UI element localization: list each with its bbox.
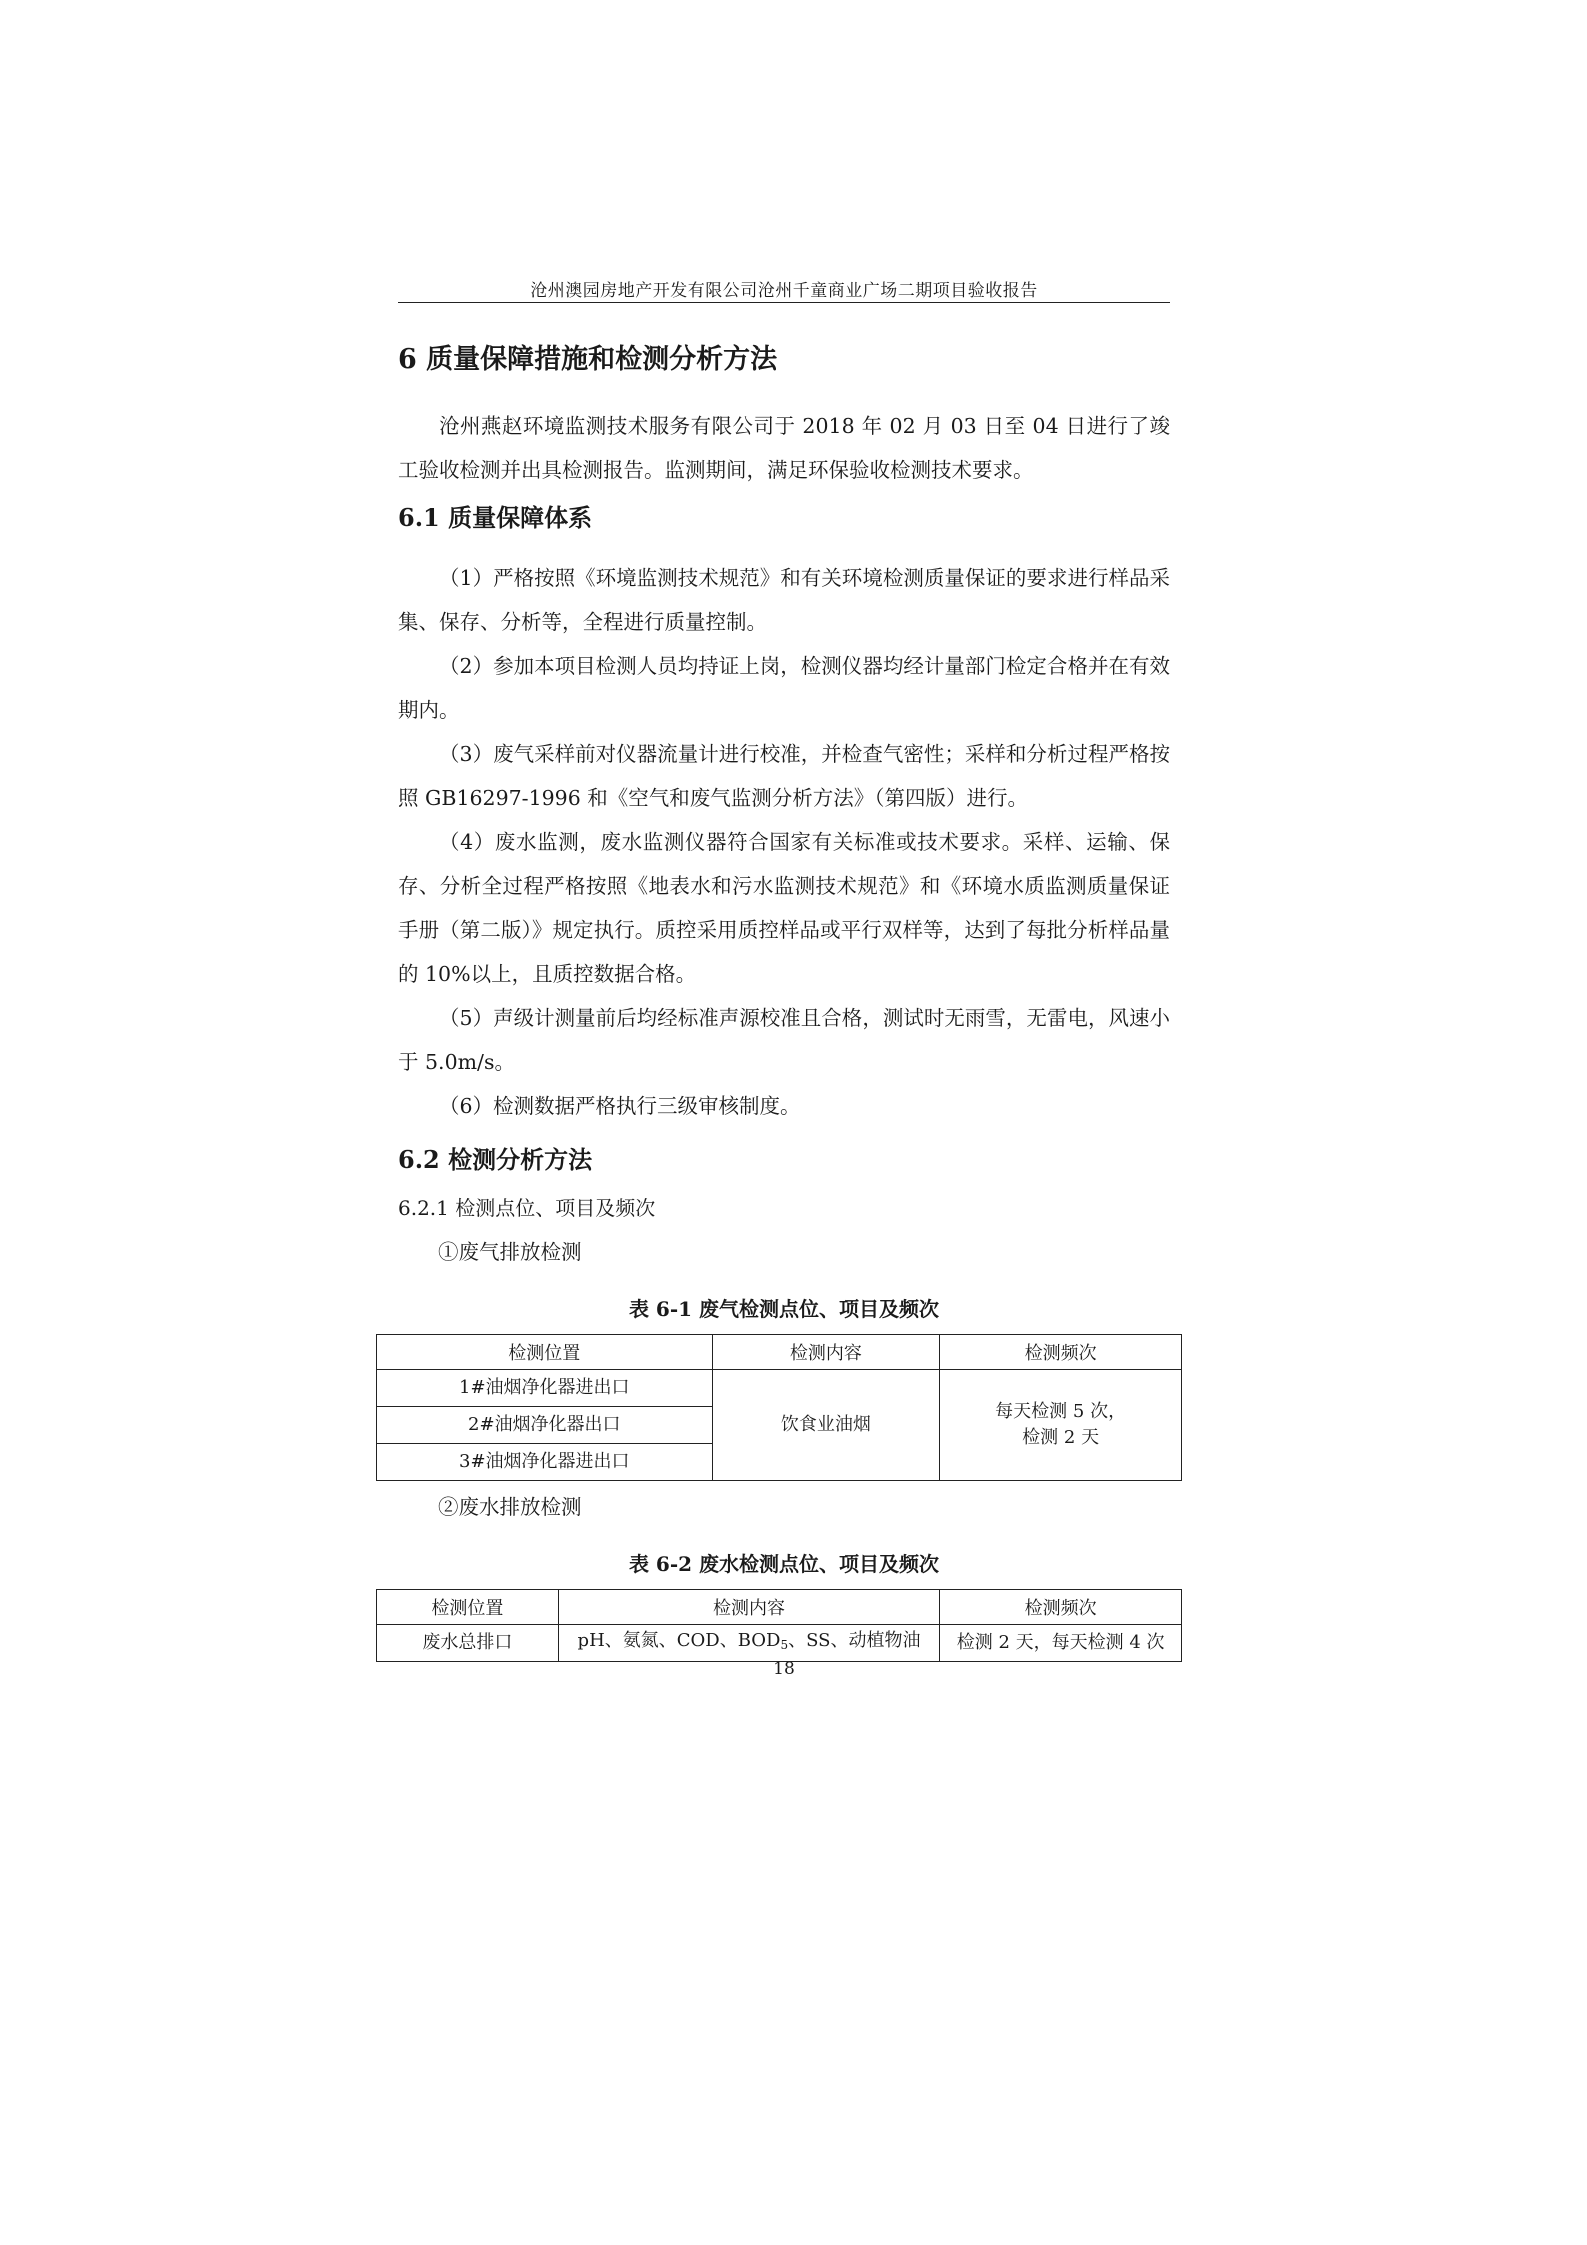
- table-header-cell: 检测内容: [712, 1335, 940, 1370]
- frequency-line: 每天检测 5 次，: [995, 1401, 1127, 1422]
- qa-item-6: （6）检测数据严格执行三级审核制度。: [439, 1094, 801, 1118]
- qa-item-3: （3）废气采样前对仪器流量计进行校准，并检查气密性；采样和分析过程严格按照 GB16297-1996 和《空气和废气监测分析方法》（第四版）进行。: [398, 742, 1170, 810]
- page-content: [398, 340, 1170, 1662]
- location-cell: 废水总排口: [377, 1625, 559, 1662]
- frequency-cell: [940, 1370, 1182, 1481]
- location-cell: 1#油烟净化器进出口: [377, 1370, 713, 1407]
- table-6-2: [376, 1589, 1182, 1662]
- water-detection-label: ②废水排放检测: [438, 1495, 582, 1519]
- table-header-cell: 检测位置: [377, 1335, 713, 1370]
- page-number: 18: [773, 1659, 795, 1679]
- table-row: [377, 1625, 1182, 1662]
- qa-item-1: （1）严格按照《环境监测技术规范》和有关环境检测质量保证的要求进行样品采集、保存、分析等，全程进行质量控制。: [398, 566, 1170, 634]
- section-6-1-heading: 6.1 质量保障体系: [398, 503, 593, 532]
- table-6-1-caption: 表 6-1 废气检测点位、项目及频次: [628, 1297, 940, 1321]
- qa-item-5: （5）声级计测量前后均经标准声源校准且合格，测试时无雨雪，无雷电，风速小于 5.0m/s。: [398, 1006, 1170, 1074]
- table-header-cell: 检测内容: [558, 1590, 940, 1625]
- table-6-1: [376, 1334, 1182, 1481]
- table-6-2-caption: 表 6-2 废水检测点位、项目及频次: [628, 1552, 940, 1576]
- table-header-cell: 检测位置: [377, 1590, 559, 1625]
- section-6-2-1-heading: 6.2.1 检测点位、项目及频次: [398, 1196, 656, 1220]
- table-header-row: [377, 1590, 1182, 1625]
- location-cell: 3#油烟净化器进出口: [377, 1444, 713, 1481]
- frequency-cell: 检测 2 天，每天检测 4 次: [940, 1625, 1182, 1662]
- content-text: pH、氨氮、COD、BOD: [577, 1630, 781, 1651]
- section-6-2-heading: 6.2 检测分析方法: [398, 1145, 593, 1174]
- header-rule: [398, 302, 1170, 303]
- table-header-cell: 检测频次: [940, 1335, 1182, 1370]
- location-cell: 2#油烟净化器出口: [377, 1407, 713, 1444]
- content-text: 、SS、动植物油: [788, 1630, 921, 1651]
- qa-item-2: （2）参加本项目检测人员均持证上岗，检测仪器均经计量部门检定合格并在有效期内。: [398, 654, 1170, 722]
- qa-item-4: （4）废水监测，废水监测仪器符合国家有关标准或技术要求。采样、运输、保存、分析全过程严格按照《地表水和污水监测技术规范》和《环境水质监测质量保证手册（第二版）》规定执行。质控采用质控样品或平行双样等，达到了每批分析样品量的 10%以上，且质控数据合格。: [398, 830, 1170, 986]
- gas-detection-label: ①废气排放检测: [438, 1240, 582, 1264]
- page-header: 沧州澳园房地产开发有限公司沧州千童商业广场二期项目验收报告: [530, 281, 1038, 301]
- subscript: 5: [780, 1638, 789, 1652]
- frequency-line: 检测 2 天: [1022, 1427, 1100, 1448]
- section-6-intro: 沧州燕赵环境监测技术服务有限公司于 2018 年 02 月 03 日至 04 日进行了竣工验收检测并出具检测报告。监测期间，满足环保验收检测技术要求。: [398, 414, 1170, 482]
- content-cell: [558, 1625, 940, 1662]
- table-row: [377, 1370, 1182, 1407]
- table-header-row: [377, 1335, 1182, 1370]
- section-6-heading: 6 质量保障措施和检测分析方法: [398, 344, 778, 375]
- content-cell: 饮食业油烟: [712, 1370, 940, 1481]
- table-header-cell: 检测频次: [940, 1590, 1182, 1625]
